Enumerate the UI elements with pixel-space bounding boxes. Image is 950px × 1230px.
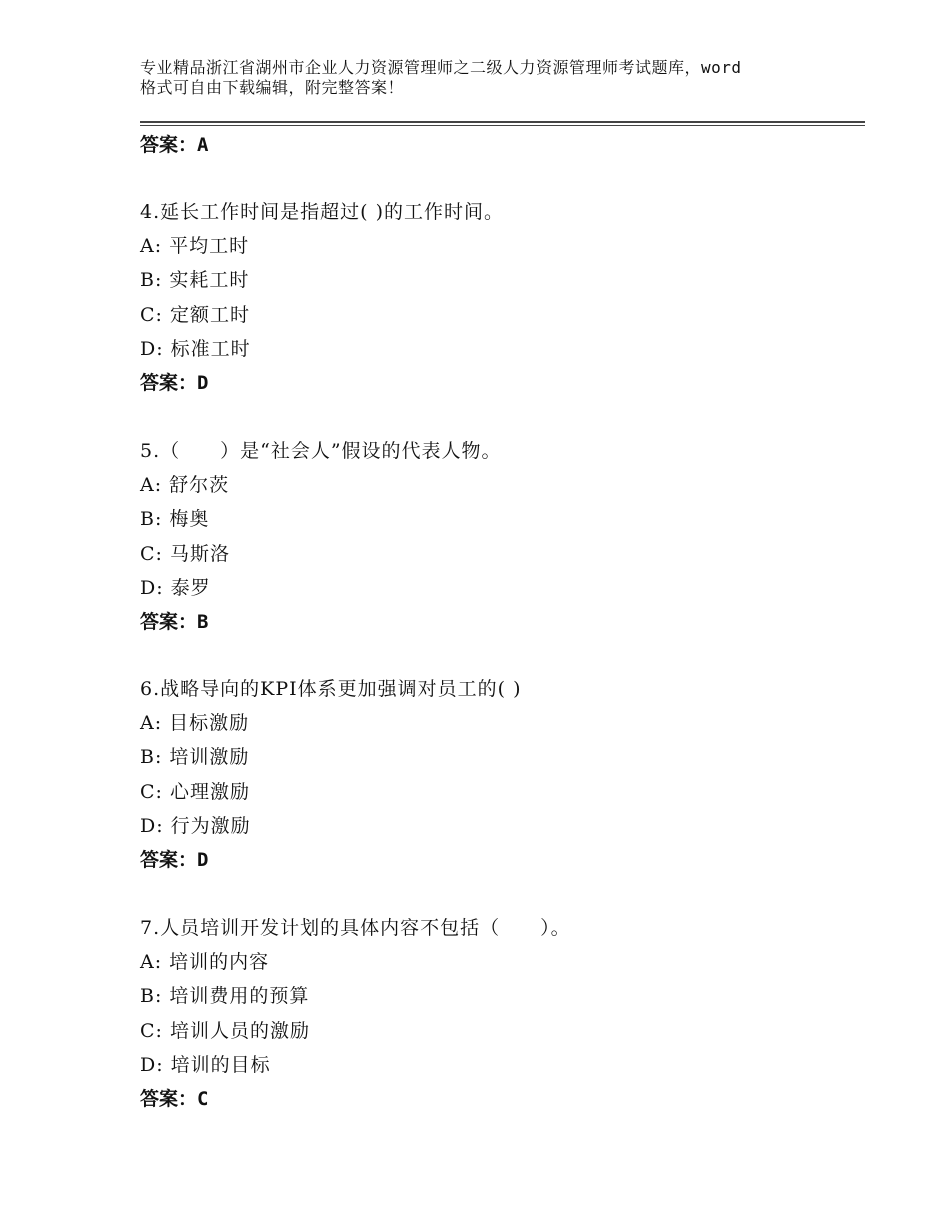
question-stem: 6.战略导向的KPI体系更加强调对员工的( ) [140, 678, 522, 700]
option-a: A: 目标激励 [140, 712, 250, 734]
option-c: C: 心理激励 [140, 780, 250, 803]
option-b: B: 实耗工时 [140, 269, 250, 292]
option-c: C: 定额工时 [140, 303, 250, 326]
question-block [140, 911, 860, 1116]
option-a: A: 平均工时 [140, 235, 250, 257]
option-b: B: 培训费用的预算 [140, 985, 310, 1008]
option-d: D: 行为激励 [140, 814, 251, 837]
option-c: C: 马斯洛 [140, 542, 230, 565]
header-divider-thin [140, 125, 865, 126]
question-answer: 答案：D [140, 849, 209, 872]
question-block [140, 195, 860, 400]
option-a: A: 舒尔茨 [140, 474, 230, 496]
question-answer: 答案：D [140, 372, 209, 395]
header-divider-thick [140, 121, 865, 123]
question-stem: 4.延长工作时间是指超过( )的工作时间。 [140, 201, 504, 223]
question-block [140, 434, 860, 639]
option-d: D: 泰罗 [140, 576, 211, 599]
question-stem: 7.人员培训开发计划的具体内容不包括（ ）。 [140, 917, 571, 939]
question-answer: 答案：B [140, 611, 209, 634]
option-d: D: 培训的目标 [140, 1053, 271, 1076]
question-stem: 5.（ ）是“社会人”假设的代表人物。 [140, 440, 502, 462]
question-answer: 答案：C [140, 1088, 209, 1111]
option-b: B: 培训激励 [140, 746, 250, 769]
option-d: D: 标准工时 [140, 337, 251, 360]
option-a: A: 培训的内容 [140, 951, 270, 973]
option-c: C: 培训人员的激励 [140, 1019, 310, 1042]
previous-answer: 答案：A [140, 134, 209, 156]
header-title-line-1: 专业精品浙江省湖州市企业人力资源管理师之二级人力资源管理师考试题库，word [140, 58, 742, 77]
header-title-line-2: 格式可自由下载编辑，附完整答案！ [140, 78, 405, 97]
option-b: B: 梅奥 [140, 508, 210, 531]
question-block [140, 672, 860, 877]
page-header [140, 58, 840, 98]
